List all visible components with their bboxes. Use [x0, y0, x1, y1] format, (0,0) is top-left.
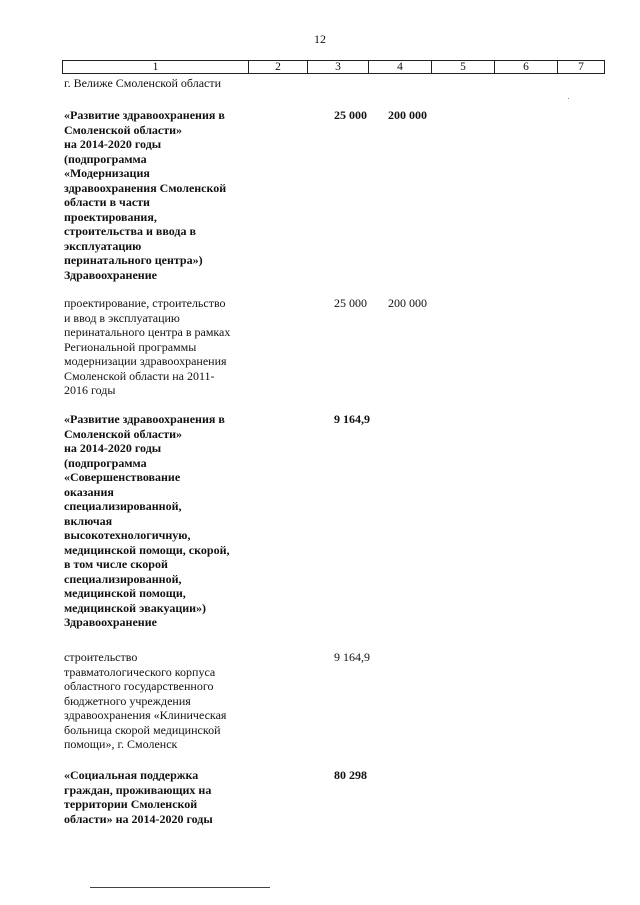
page-number: 12: [314, 32, 326, 46]
text-line: 2016 годы: [64, 383, 116, 397]
value-col4-block1: 200 000: [388, 108, 427, 122]
text-line: помощи», г. Смоленск: [64, 737, 178, 751]
text-line: специализированной,: [64, 571, 182, 586]
text-line: травматологического корпуса: [64, 664, 216, 679]
column-header-7: 7: [558, 61, 605, 74]
column-header-6: 6: [495, 61, 558, 74]
object-perinatal-center: [64, 296, 264, 398]
text-line: оказания: [64, 484, 114, 499]
text-line: «Развитие здравоохранения в: [64, 412, 225, 426]
text-line: медицинской помощи, скорой,: [64, 542, 230, 557]
footer-rule: [90, 887, 270, 888]
column-header-2: 2: [249, 61, 308, 74]
text-line: высокотехнологичную,: [64, 528, 191, 542]
text-line: включая: [64, 513, 113, 528]
text-line: и ввод в эксплуатацию: [64, 310, 180, 325]
value-col3-block3: 9 164,9: [334, 412, 370, 426]
column-header-5: 5: [432, 61, 495, 74]
text-line: (подпрограмма: [64, 151, 147, 166]
text-line: Здравоохранение: [64, 615, 157, 629]
text-line: эксплуатацию: [64, 238, 142, 253]
text-line: проектирование, строительство: [64, 296, 226, 310]
text-line: территории Смоленской: [64, 797, 198, 811]
text-line: перинатального центра»): [64, 253, 203, 267]
text-line: области» на 2014-2020 годы: [64, 811, 213, 826]
text-line: Здравоохранение: [64, 267, 157, 282]
column-header-table: [62, 60, 605, 74]
text-line: граждан, проживающих на: [64, 782, 212, 797]
column-header-1: 1: [63, 61, 249, 74]
text-line: Смоленской области»: [64, 426, 183, 441]
object-trauma-building: [64, 650, 264, 752]
text-line: в том числе скорой: [64, 557, 168, 571]
value-col3-block1: 25 000: [334, 108, 367, 122]
column-header-3: 3: [308, 61, 369, 74]
text-line: (подпрограмма: [64, 455, 147, 470]
text-line: на 2014-2020 годы: [64, 137, 162, 151]
text-line: перинатального центра в рамках: [64, 325, 231, 339]
text-line: «Социальная поддержка: [64, 768, 199, 782]
text-line: области в части: [64, 195, 150, 209]
text-line: на 2014-2020 годы: [64, 441, 162, 455]
text-line: «Развитие здравоохранения в: [64, 108, 225, 122]
text-line: модернизации здравоохранения: [64, 354, 227, 368]
text-line: областного государственного: [64, 679, 214, 693]
text-line: бюджетного учреждения: [64, 693, 191, 708]
program-title-specialized-care: [64, 412, 264, 630]
text-line: Смоленской области на 2011-: [64, 368, 215, 383]
text-line: здравоохранения «Клиническая: [64, 708, 227, 722]
continuation-text: г. Велиже Смоленской области: [64, 76, 222, 90]
text-line: «Модернизация: [64, 166, 150, 180]
text-line: здравоохранения Смоленской: [64, 180, 227, 195]
column-header-4: 4: [369, 61, 432, 74]
value-col3-block5: 80 298: [334, 768, 367, 782]
text-line: строительства и ввода в: [64, 224, 196, 238]
text-line: проектирования,: [64, 209, 157, 224]
text-line: Региональной программы: [64, 339, 197, 354]
text-line: специализированной,: [64, 499, 182, 513]
text-line: больница скорой медицинской: [64, 722, 221, 737]
text-line: «Совершенствование: [64, 470, 181, 484]
text-line: Смоленской области»: [64, 122, 183, 137]
header-row: [63, 61, 605, 74]
value-col3-block2: 25 000: [334, 296, 367, 310]
scan-speck: [568, 98, 569, 99]
value-col4-block2: 200 000: [388, 296, 427, 310]
value-col3-block4: 9 164,9: [334, 650, 370, 664]
program-title-social-support: [64, 768, 264, 826]
program-title-perinatal: [64, 108, 254, 282]
text-line: медицинской эвакуации»): [64, 600, 207, 615]
text-line: медицинской помощи,: [64, 586, 186, 600]
text-line: строительство: [64, 650, 138, 664]
